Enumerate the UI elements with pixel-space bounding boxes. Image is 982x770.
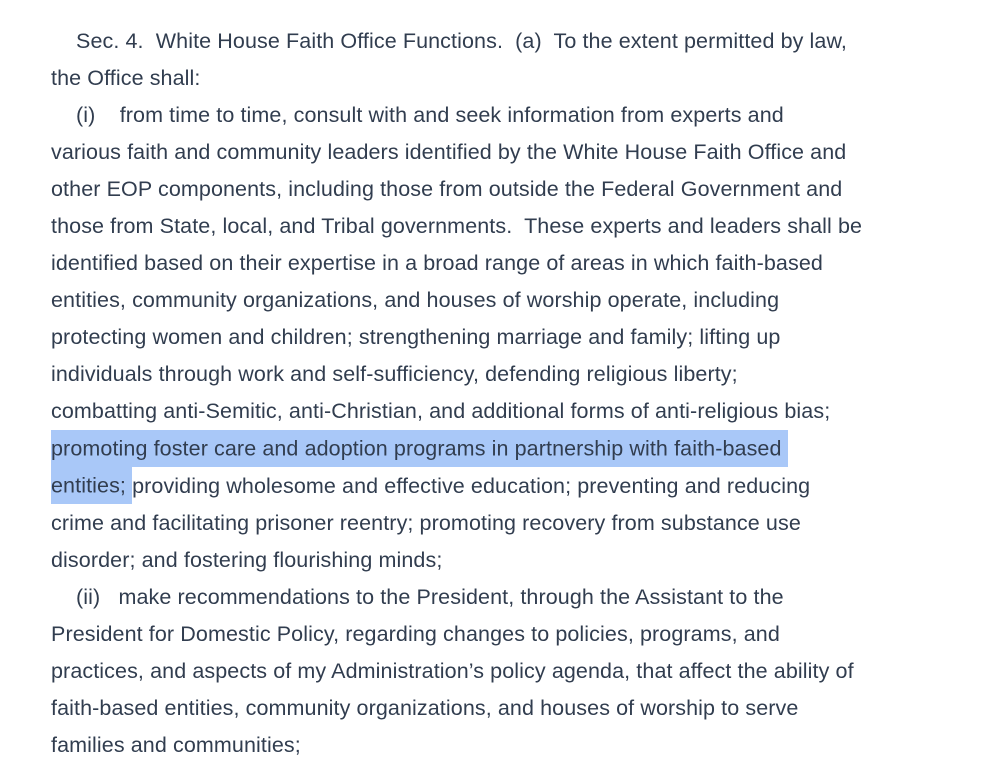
text-line: [51, 727, 961, 764]
text-line: [51, 208, 961, 245]
text-line: [51, 431, 961, 468]
text-segment: individuals through work and self-sufficiency, defending religious liberty;: [51, 362, 738, 387]
text-segment: crime and facilitating prisoner reentry; promoting recovery from substance use: [51, 510, 801, 535]
text-line: [51, 23, 961, 60]
text-line: [51, 393, 961, 430]
text-segment: the Office shall:: [51, 66, 201, 91]
text-segment: families and communities;: [51, 732, 301, 757]
text-segment: providing wholesome and effective education; preventing and reducing: [132, 473, 811, 498]
text-segment: (i) from time to time, consult with and seek information from experts and: [76, 103, 784, 128]
text-segment: Sec. 4. White House Faith Office Functions. (a) To the extent permitted by law,: [76, 29, 848, 53]
text-line: [51, 356, 961, 393]
text-line: [51, 319, 961, 356]
text-segment: combatting anti-Semitic, anti-Christian, and additional forms of anti-religious bias;: [51, 399, 831, 424]
text-line: [51, 245, 961, 282]
text-line: [51, 60, 961, 97]
text-segment: those from State, local, and Tribal governments. These experts and leaders shall be: [51, 214, 863, 239]
text-line: [51, 468, 961, 505]
text-line: [51, 505, 961, 542]
text-segment: faith-based entities, community organizations, and houses of worship to serve: [51, 695, 799, 720]
text-line: [51, 579, 961, 616]
text-line: [51, 690, 961, 727]
selection-highlight: entities;: [51, 467, 132, 504]
text-segment: identified based on their expertise in a broad range of areas in which faith-based: [51, 251, 823, 276]
text-segment: protecting women and children; strengthening marriage and family; lifting up: [51, 325, 781, 350]
text-line: [51, 616, 961, 653]
selection-highlight: promoting foster care and adoption programs in partnership with faith-based: [51, 430, 788, 467]
text-line: [51, 171, 961, 208]
text-line: [51, 97, 961, 134]
text-segment: disorder; and fostering flourishing minds;: [51, 547, 443, 572]
text-segment: President for Domestic Policy, regarding changes to policies, programs, and: [51, 621, 780, 646]
text-segment: (ii) make recommendations to the President, through the Assistant to the: [76, 584, 784, 609]
text-line: [51, 282, 961, 319]
document-body: [51, 23, 961, 764]
text-segment: entities, community organizations, and houses of worship operate, including: [51, 288, 780, 313]
text-line: [51, 653, 961, 690]
text-segment: other EOP components, including those from outside the Federal Government and: [51, 177, 843, 202]
text-line: [51, 542, 961, 579]
text-segment: various faith and community leaders identified by the White House Faith Office and: [51, 140, 847, 165]
text-segment: practices, and aspects of my Administration’s policy agenda, that affect the ability of: [51, 658, 854, 683]
text-line: [51, 134, 961, 171]
